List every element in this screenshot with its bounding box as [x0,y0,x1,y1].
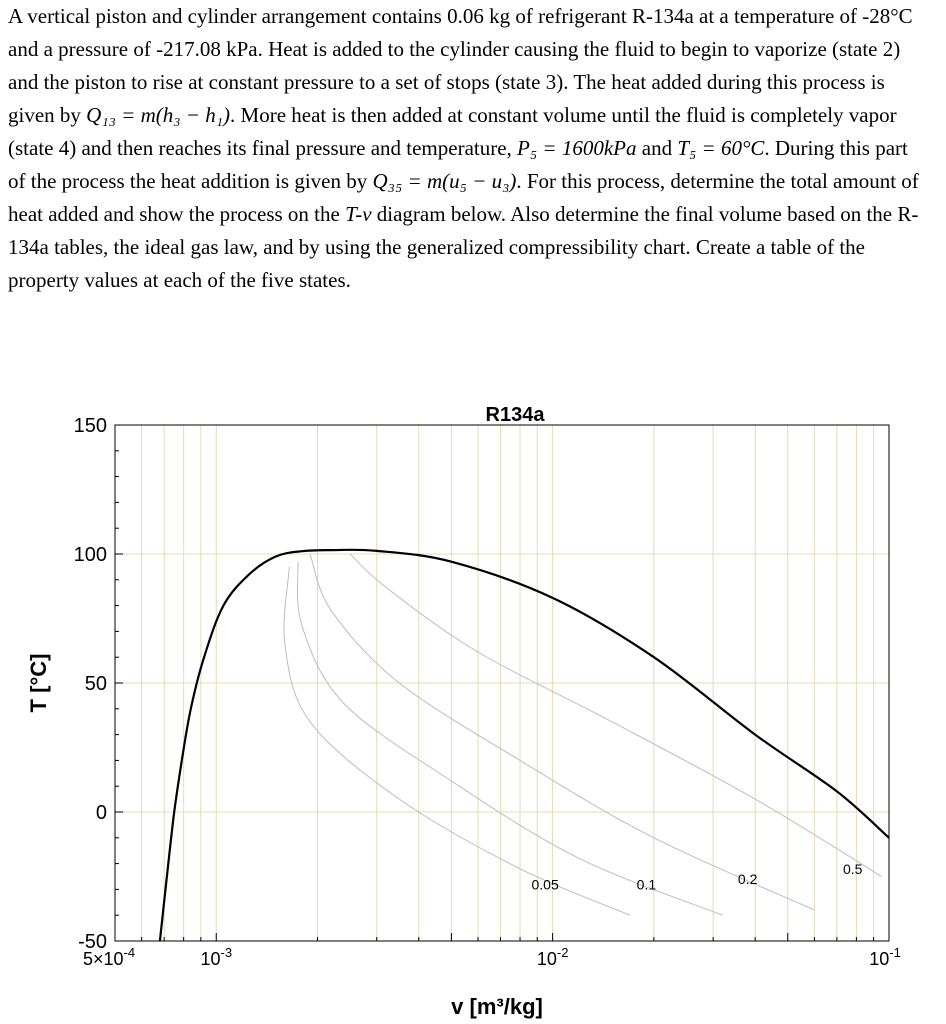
quality-label: 0.1 [636,876,657,893]
y-tick-label: -50 [78,931,107,953]
quality-label: 0.2 [737,871,758,888]
problem-text-6: diagram below. Also determine the final volume based on the R-134a tables, the ideal gas law, and by using the generalized compressibility chart. Create a table of the property values at each of the five states. [8,202,919,292]
problem-text-2: . More heat is then added at constant volume until the fluid is completely vapor (state 4) and then reaches its final pressure and temperature, [8,103,897,160]
quality-label: 0.5 [842,860,863,877]
equation-p5: P₅ = 1600kPa [517,136,637,160]
tv-diagram-ref: T-v [345,202,372,226]
equation-t5: T₅ = 60°C [677,136,765,160]
problem-text-5: . For this process, determine the total amount of heat added and show the process on the [8,169,919,226]
quality-lines [284,554,882,915]
quality-line-0.2 [310,554,814,910]
chart-title: R134a [485,404,545,426]
saturation-dome-layer [160,550,889,941]
x-tick-label: $10^{-2}$ [536,945,569,969]
quality-line-0.1 [297,562,722,916]
quality-line-0.5 [350,554,881,877]
y-tick-label: 0 [95,802,107,824]
grid-layer [115,425,889,941]
tv-diagram-chart [0,390,946,1024]
y-tick-label: 50 [84,673,107,695]
x-tick-label: $10^{-1}$ [869,945,901,969]
label-layer [74,415,901,969]
problem-text-1: A vertical piston and cylinder arrangement contains 0.06 kg of refrigerant R-134a at a temperature of -28°C and a pressure of -217.08 kPa. Heat is added to the cylinder causing the fluid to begin to vaporize (state 2) and the piston to rise at constant pressure to a set of stops (state 3). The heat added during this process is given by [8,4,913,127]
quality-line-0.05 [284,567,630,915]
saturation-dome-curve [160,550,889,941]
problem-statement [8,0,928,297]
y-tick-label: 150 [73,415,107,437]
y-tick-label: 100 [73,544,107,566]
problem-text-3: and [636,136,678,160]
x-tick-label: $5\times 10^{-4}$ [82,945,136,969]
x-axis-label: v [m³/kg] [451,994,543,1019]
y-axis-label: T [°C] [26,653,51,713]
quality-label: 0.05 [531,876,559,893]
equation-q13: Q₁₃ = m(h₃ − h₁) [86,103,231,127]
problem-text-4: . During this part of the process the heat addition is given by [8,136,908,193]
equation-q35: Q₃₅ = m(u₅ − u₃) [372,169,517,193]
x-tick-label: $10^{-3}$ [200,945,233,969]
